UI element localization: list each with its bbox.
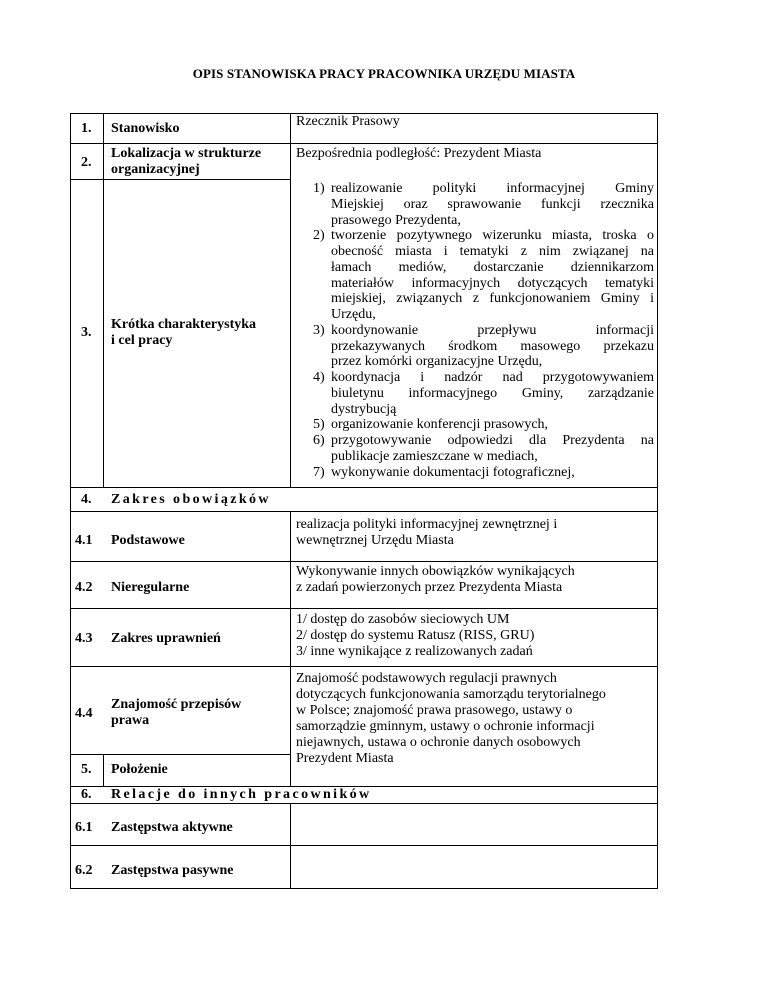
row-label: Nieregularne <box>111 580 190 595</box>
row-number: 1. <box>81 121 92 136</box>
document-title: OPIS STANOWISKA PRACY PRACOWNIKA URZĘDU MIASTA <box>192 66 576 81</box>
section-heading: Relacje do innych pracowników <box>111 787 372 802</box>
row-value-line: 3/ inne wynikające z realizowanych zadań <box>296 644 533 659</box>
row-number: 3. <box>81 325 92 340</box>
list-item: 2) tworzenie pozytywnego wizerunku miasta, troska o obecność miasta i tematyki z nim związanej na łamach mediów, dostarczanie dziennikarzom materiałów informacyjnych dotyczących tematyki miejskiej, związanych z funkcjonowaniem Gminy i Urzędu, <box>313 228 654 322</box>
row-number: 5. <box>81 762 92 777</box>
row-value-line: z zadań powierzonych przez Prezydenta Miasta <box>296 580 563 595</box>
row-value-line: dotyczących funkcjonowania samorządu terytorialnego <box>296 687 606 702</box>
row-number: 4.4 <box>75 706 93 721</box>
row-label: Stanowisko <box>111 121 180 136</box>
row-value-line: Znajomość podstawowych regulacji prawnych <box>296 671 557 686</box>
row-label-line: Lokalizacja w strukturze <box>111 146 262 161</box>
row-number: 6.2 <box>75 863 93 878</box>
section-heading: Zakres obowiązków <box>111 492 271 507</box>
list-item: 1) realizowanie polityki informacyjnej Gminy Miejskiej oraz sprawowanie funkcji rzecznika prasowego Prezydenta, <box>313 181 654 228</box>
list-item: 5) organizowanie konferencji prasowych, <box>313 417 549 433</box>
row-number: 6.1 <box>75 820 93 835</box>
row-value-line: 1/ dostęp do zasobów sieciowych UM <box>296 612 510 627</box>
row-value-line: w Polsce; znajomość prawa prasowego, ustawy o <box>296 703 573 718</box>
row-value-line: realizacja polityki informacyjnej zewnętrznej i <box>296 517 558 532</box>
row-value: Prezydent Miasta <box>296 751 394 766</box>
row-label: Zakres uprawnień <box>111 631 221 646</box>
row-label-line: Znajomość przepisów <box>111 697 242 712</box>
list-item: 3) koordynowanie przepływu informacji przekazywanych środkom masowego przekazu przez komórki organizacyjne Urzędu, <box>313 322 654 370</box>
row-label-line: organizacyjnej <box>111 162 200 177</box>
row-number: 4. <box>81 492 92 507</box>
list-item: 4) koordynacja i nadzór nad przygotowywaniem biuletynu informacyjnego Gminy, zarządzanie dystrybucją <box>313 370 654 417</box>
row-label-line: i cel pracy <box>111 333 173 348</box>
row-number: 2. <box>81 155 92 170</box>
row-number: 4.2 <box>75 580 93 595</box>
row-number: 4.1 <box>75 533 93 548</box>
list-item: 6) przygotowywanie odpowiedzi dla Prezydenta na publikacje zamieszczane w mediach, <box>313 433 654 464</box>
duties-list <box>296 181 654 480</box>
row-value-line: 2/ dostęp do systemu Ratusz (RISS, GRU) <box>296 628 535 643</box>
row-value: Rzecznik Prasowy <box>296 114 400 129</box>
row-label: Zastępstwa aktywne <box>111 820 233 835</box>
row-label-line: Krótka charakterystyka <box>111 317 257 332</box>
row-value: Bezpośrednia podległość: Prezydent Miasta <box>296 146 542 161</box>
row-value-line: Wykonywanie innych obowiązków wynikających <box>296 564 575 579</box>
row-label: Podstawowe <box>111 533 185 548</box>
row-label-line: prawa <box>111 713 150 728</box>
row-value-line: samorządzie gminnym, ustawy o ochronie informacji <box>296 719 595 734</box>
row-number: 6. <box>81 787 92 802</box>
row-value-line: wewnętrznej Urzędu Miasta <box>296 533 454 548</box>
row-label: Zastępstwa pasywne <box>111 863 234 878</box>
list-item: 7) wykonywanie dokumentacji fotograficznej, <box>313 464 575 480</box>
row-number: 4.3 <box>75 631 93 646</box>
row-label: Położenie <box>111 762 168 777</box>
row-value-line: niejawnych, ustawa o ochronie danych osobowych <box>296 735 581 750</box>
